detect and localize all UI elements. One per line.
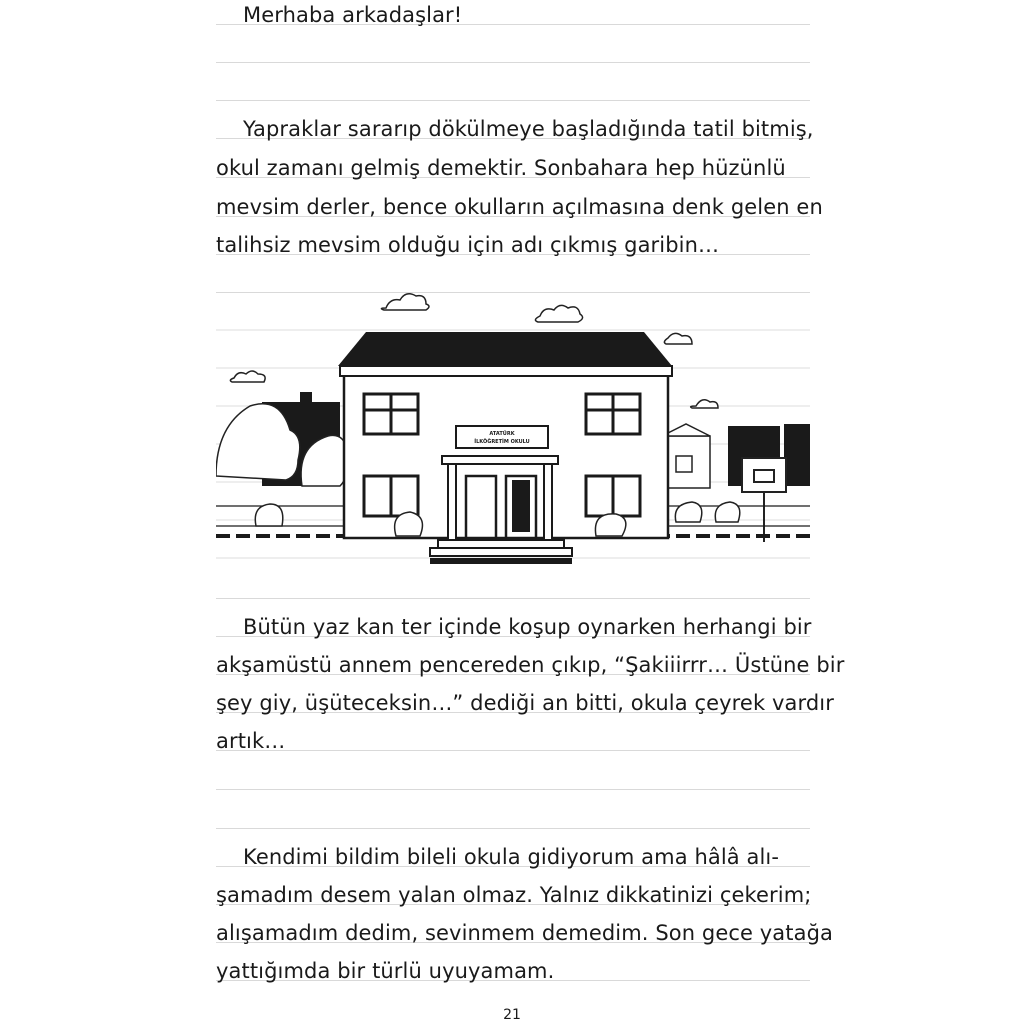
school-sign-line2: İLKÖĞRETİM OKULU	[474, 439, 530, 445]
paragraph-line: talihsiz mevsim olduğu için adı çıkmış garibin…	[216, 233, 720, 257]
paragraph-line: okul zamanı gelmiş demektir. Sonbahara hep hüzünlü	[216, 156, 786, 180]
page-number: 21	[503, 1007, 521, 1023]
paragraph-line: Yapraklar sararıp dökülmeye başladığında tatil bitmiş,	[243, 117, 814, 141]
paragraph-line: yattığımda bir türlü uyuyamam.	[216, 959, 555, 983]
paragraph-line: şey giy, üşüteceksin…” dediği an bitti, okula çeyrek vardır	[216, 691, 834, 715]
ruled-line	[216, 789, 810, 790]
paragraph-line: mevsim derler, bence okulların açılmasına denk gelen en	[216, 195, 823, 219]
ruled-line	[216, 828, 810, 829]
paragraph-line: akşamüstü annem pencereden çıkıp, “Şakiiirrr… Üstüne bir	[216, 653, 845, 677]
greeting-text: Merhaba arkadaşlar!	[243, 3, 463, 27]
paragraph-line: şamadım desem yalan olmaz. Yalnız dikkatinizi çekerim;	[216, 883, 812, 907]
paragraph-line: Bütün yaz kan ter içinde koşup oynarken herhangi bir	[243, 615, 812, 639]
ruled-line	[216, 598, 810, 599]
ruled-line	[216, 100, 810, 101]
paragraph-line: alışamadım dedim, sevinmem demedim. Son gece yatağa	[216, 921, 833, 945]
school-building-illustration	[216, 286, 810, 578]
paragraph-line: Kendimi bildim bileli okula gidiyorum ama hâlâ alı-	[243, 845, 780, 869]
paragraph-line: artık…	[216, 729, 286, 753]
school-sign-line1: ATATÜRK	[489, 431, 515, 437]
ruled-line	[216, 62, 810, 63]
